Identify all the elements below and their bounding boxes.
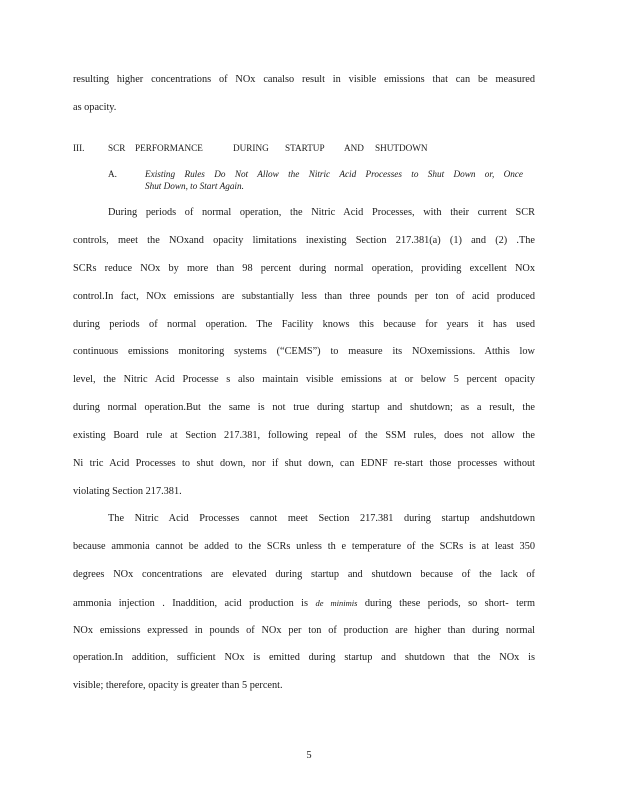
paragraph-2-line: operation.In addition, sufficient NOx is emitted during startup and shutdown that the NOx is [73,652,535,663]
section-title-word: SCR [108,143,126,153]
subsection-title-line: Shut Down, to Start Again. [145,181,244,191]
section-title-word: DURING [233,143,269,153]
section-title-word: PERFORMANCE [135,143,203,153]
paragraph-2-line: The Nitric Acid Processes cannot meet Section 217.381 during startup andshutdown [108,513,535,524]
paragraph-1-line: control.In fact, NOx emissions are substantially less than three pounds per ton of acid produced [73,291,535,302]
section-title-word: SHUTDOWN [375,143,428,153]
paragraph-1-line: Ni tric Acid Processes to shut down, nor if shut down, can EDNF re-start those processes without [73,458,535,469]
paragraph-1-line: existing Board rule at Section 217.381, following repeal of the SSM rules, does not allow the [73,430,535,441]
italic-term: de minimis [315,598,358,608]
paragraph-1-line: During periods of normal operation, the Nitric Acid Processes, with their current SCR [108,207,535,218]
paragraph-2-line: visible; therefore, opacity is greater than 5 percent. [73,680,283,691]
paragraph-1-line: controls, meet the NOxand opacity limitations inexisting Section 217.381(a) (1) and (2) .The [73,235,535,246]
body-text-line: resulting higher concentrations of NOx canalso result in visible emissions that can be measured [73,74,535,85]
paragraph-2-line: because ammonia cannot be added to the SCRs unless th e temperature of the SCRs is at least 350 [73,541,535,552]
paragraph-2-line: degrees NOx concentrations are elevated during startup and shutdown because of the lack of [73,569,535,580]
paragraph-1-line: during normal operation.But the same is not true during startup and shutdown; as a result, the [73,402,535,413]
paragraph-1-line: level, the Nitric Acid Processe s also maintain visible emissions at or below 5 percent opacity [73,374,535,385]
section-number: III. [73,143,85,153]
text-segment: during these periods, so short- term [364,598,535,609]
paragraph-1-line: violating Section 217.381. [73,486,182,497]
subsection-title-line: Existing Rules Do Not Allow the Nitric Acid Processes to Shut Down or, Once [145,169,523,179]
page-number: 5 [306,750,312,761]
section-title-word: STARTUP [285,143,325,153]
paragraph-1-line: during periods of normal operation. The Facility knows this because for years it has used [73,319,535,330]
subsection-letter: A. [108,169,117,179]
body-text-line: as opacity. [73,102,117,113]
paragraph-1-line: continuous emissions monitoring systems (“CEMS”) to measure its NOxemissions. Atthis low [73,346,535,357]
paragraph-2-line: NOx emissions expressed in pounds of NOx per ton of production are higher than during normal [73,625,535,636]
section-title-word: AND [344,143,364,153]
paragraph-2-line-with-italic [73,597,535,610]
text-segment: ammonia injection . Inaddition, acid production is [73,598,309,609]
paragraph-1-line: SCRs reduce NOx by more than 98 percent during normal operation, providing excellent NOx [73,263,535,274]
